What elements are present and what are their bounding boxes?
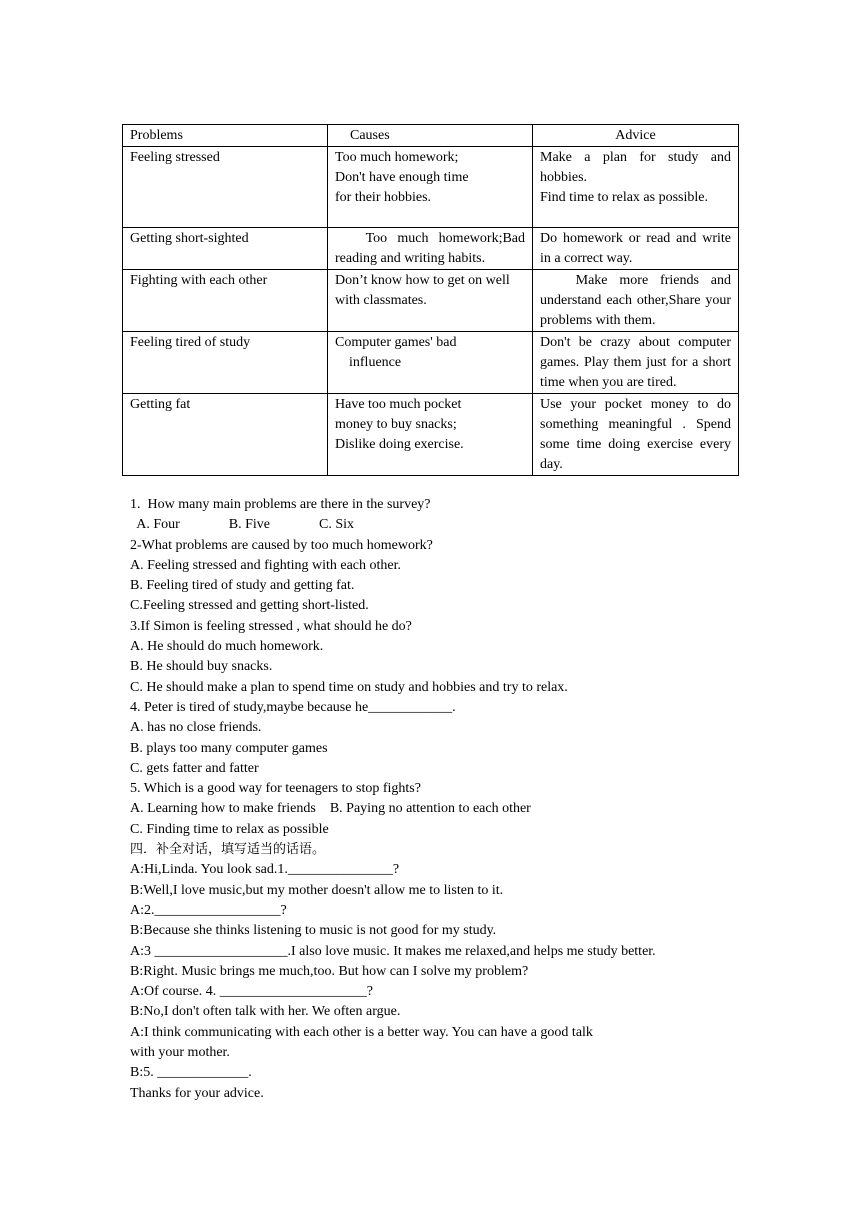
section-four-heading: 四．补全对话，填写适当的话语。: [130, 842, 326, 858]
header-causes: [328, 125, 533, 147]
question-1: 1. How many main problems are there in the survey?: [130, 497, 431, 512]
advice-cell: Use your pocket money to do something meaningful . Spend some time doing exercise every day.: [533, 394, 739, 476]
question-1-options: A. Four B. Five C. Six: [130, 517, 355, 533]
advice-cell: Do homework or read and write in a correct way.: [533, 228, 739, 270]
table-row: [123, 147, 739, 228]
advice-cell: Don't be crazy about computer games. Play them just for a short time when you are tired.: [533, 332, 739, 394]
cause-cell: Too much homework;Bad reading and writing habits.: [328, 228, 533, 270]
cause-cell: Too much homework; Don't have enough time for their hobbies.: [328, 147, 533, 228]
dialogue-line: B:No,I don't often talk with her. We often argue.: [130, 1004, 401, 1020]
dialogue-line: A:3 ___________________.I also love music. It makes me relaxed,and helps me study better.: [130, 943, 656, 959]
header-problems: Problems: [123, 125, 328, 147]
question-5: 5. Which is a good way for teenagers to stop fights?: [130, 781, 421, 797]
question-3-option-c: C. He should make a plan to spend time on study and hobbies and try to relax.: [130, 679, 568, 695]
question-5-option-c: C. Finding time to relax as possible: [130, 821, 329, 837]
cause-cell: Have too much pocket money to buy snacks; Dislike doing exercise.: [328, 394, 533, 476]
table-row: [123, 270, 739, 332]
cause-cell: Computer games' bad influence: [328, 332, 533, 394]
dialogue-line: A:I think communicating with each other is a better way. You can have a good talk: [130, 1024, 593, 1040]
dialogue-line: A:Of course. 4. _____________________?: [130, 984, 374, 1000]
problem-cell: Fighting with each other: [123, 270, 328, 332]
problem-cell: Feeling tired of study: [123, 332, 328, 394]
question-2-option-c: C.Feeling stressed and getting short-listed.: [130, 598, 369, 614]
dialogue-line: B:Well,I love music,but my mother doesn't allow me to listen to it.: [130, 882, 504, 898]
advice-cell: Make a plan for study and hobbies. Find time to relax as possible.: [533, 147, 739, 228]
header-advice: Advice: [533, 125, 739, 147]
question-2: 2-What problems are caused by too much homework?: [130, 537, 433, 553]
question-2-option-a: A. Feeling stressed and fighting with each other.: [130, 557, 401, 573]
question-3: 3.If Simon is feeling stressed , what should he do?: [130, 618, 412, 634]
question-4: 4. Peter is tired of study,maybe because he____________.: [130, 699, 456, 715]
question-4-option-b: B. plays too many computer games: [130, 740, 328, 756]
questions-and-dialogue: [130, 495, 750, 1104]
problem-cell: Getting short-sighted: [123, 228, 328, 270]
dialogue-line: A:2.__________________?: [130, 902, 287, 918]
table-row: [123, 228, 739, 270]
advice-cell: Make more friends and understand each other,Share your problems with them.: [533, 270, 739, 332]
table-header-row: [123, 125, 739, 147]
dialogue-line: A:Hi,Linda. You look sad.1._______________?: [130, 862, 400, 878]
header-causes-label: Causes: [350, 128, 390, 143]
question-3-option-a: A. He should do much homework.: [130, 639, 324, 655]
dialogue-line: B:Right. Music brings me much,too. But how can I solve my problem?: [130, 963, 529, 979]
problem-cell: Feeling stressed: [123, 147, 328, 228]
question-4-option-a: A. has no close friends.: [130, 720, 262, 736]
table-row: [123, 394, 739, 476]
question-2-option-b: B. Feeling tired of study and getting fat.: [130, 578, 355, 594]
dialogue-line: B:Because she thinks listening to music is not good for my study.: [130, 923, 497, 939]
dialogue-line: Thanks for your advice.: [130, 1085, 264, 1101]
table-row: [123, 332, 739, 394]
question-4-option-c: C. gets fatter and fatter: [130, 760, 259, 776]
cause-cell: Don’t know how to get on well with classmates.: [328, 270, 533, 332]
dialogue-line: with your mother.: [130, 1045, 230, 1061]
survey-table: [122, 124, 739, 476]
dialogue-line: B:5. _____________.: [130, 1065, 252, 1081]
problem-cell: Getting fat: [123, 394, 328, 476]
question-3-option-b: B. He should buy snacks.: [130, 659, 273, 675]
question-5-options-ab: A. Learning how to make friends B. Paying no attention to each other: [130, 801, 531, 817]
